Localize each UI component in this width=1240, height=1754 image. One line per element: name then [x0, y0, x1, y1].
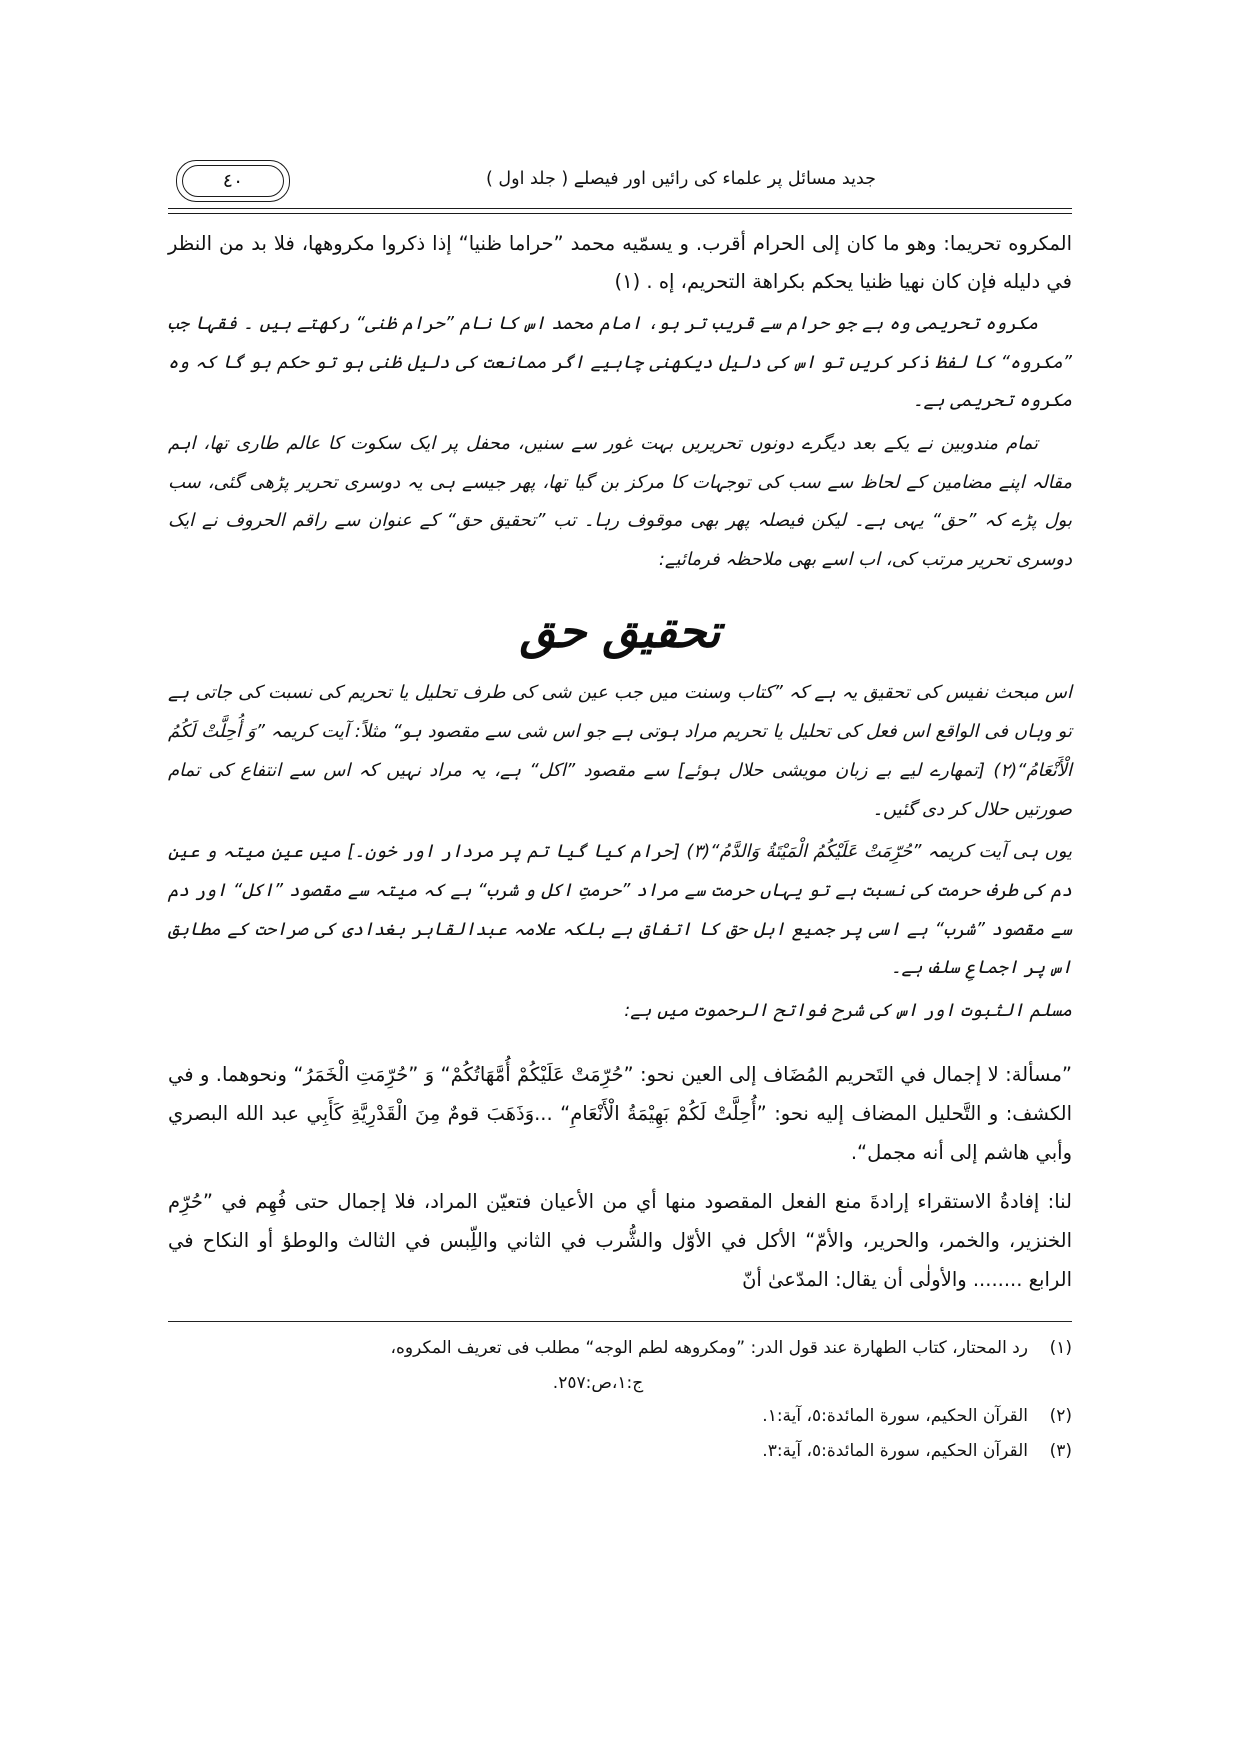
footnote-continuation: ج:١،ص:٢٥٧.: [552, 1373, 644, 1394]
section-heading: تحقیق حق: [519, 603, 721, 658]
footnote-text: القرآن الحكيم، سورة المائدة:٥، آية:١.: [762, 1406, 1028, 1427]
page-body: [168, 225, 1072, 1305]
urdu-paragraph-3: اس مبحث نفیس کی تحقیق یہ ہے کہ ”کتاب وسنت میں جب عین شی کی طرف تحلیل یا تحریم کی نسبت کی جاتی ہے تو وہاں فی الواقع اس فعل کی تحلیل یا تحریم مراد ہوتی ہے جو اس شی سے مقصود ہو“ مثلاً: آیت کریمہ ”وَ أُحِلَّتْ لَكُمُ الْأَنْعَامُ“(٢) [تمھارے لیے بے زبان مویشی حلال ہوئے] سے مقصود ”اکل“ ہے، یہ مراد نہیں کہ اس سے انتفاع کی تمام صورتیں حلال کر دی گئیں۔: [168, 682, 1072, 820]
footnote-item: [168, 1332, 1072, 1365]
footnote-text: رد المحتار، كتاب الطهارة عند قول الدر: ”ومكروهه لطم الوجه“ مطلب فى تعريف المكروه،: [390, 1338, 1028, 1358]
page-number: ٤٠: [222, 170, 244, 192]
arabic-paragraph-top: المكروه تحريما: وهو ما كان إلى الحرام أقرب. و يسمّيه محمد ”حراما ظنيا“ إذا ذكروا مكروهها، فلا بد من النظر في دليله فإن كان نهيا ظنيا يحكم بكراهة التحريم، إه . (١): [168, 232, 1072, 294]
book-title: جدید مسائل پر علماء کی رائیں اور فیصلے ( جلد اول ): [486, 168, 876, 189]
footnote-marker: (١): [1049, 1338, 1072, 1358]
footnote-list: [168, 1332, 1072, 1471]
footnote-text: القرآن الحكيم، سورة المائدة:٥، آية:٣.: [762, 1441, 1028, 1462]
urdu-paragraph-2: تمام مندوبین نے یکے بعد دیگرے دونوں تحریریں بہت غور سے سنیں، محفل پر ایک سکوت کا عالم طاری تھا، اہم مقالہ اپنے مضامین کے لحاظ سے سب کی توجہات کا مرکز بن گیا تھا، پھر جیسے ہی یہ دوسری تحریر پڑھی گئی، سب بول پڑے کہ ”حق“ یہی ہے۔ لیکن فیصلہ پھر بھی موقوف رہا۔ تب ”تحقیق حق“ کے عنوان سے راقم الحروف نے ایک دوسری تحریر مرتب کی، اب اسے بھی ملاحظہ فرمائیے:: [168, 433, 1072, 571]
footnote-item: [168, 1435, 1072, 1468]
footnote-marker: (٢): [1049, 1406, 1072, 1427]
header-divider-top: [168, 208, 1072, 209]
page-header: [168, 158, 1072, 204]
footnote-marker: (٣): [1049, 1441, 1072, 1462]
page-number-badge: [176, 160, 290, 202]
footnote-item: [168, 1400, 1072, 1433]
arabic-quote-1: ”مسألة: لا إجمال في التَحريم المُضَاف إلى العين نحو: ”حُرِّمَتْ عَلَيْكُمْ أُمَّهَاتُكُمْ“ وَ ”حُرِّمَتِ الْخَمَرُ“ ونحوهما. و في الكشف: و التَّحليل المضاف إليه نحو: ”أُحِلَّتْ لَكُمْ بَهِيْمَةُ الْأَنْعَامِ“ ...وَذَهَبَ قومٌ مِنَ الْقَدْرِيَّةِ كَأَبِي عبد الله البصري وأبي هاشم إلى أنه مجمل“.: [168, 1062, 1072, 1164]
arabic-quote-2: لنا: إفادةُ الاستقراء إرادةَ منع الفعل المقصود منها أي من الأعيان فتعيّن المراد، فلا إجمال حتى فُهِم في ”حُرِّم الخنزير، والخمر، والحرير، والأمّ“ الأكل في الأوّل والشُّرب في الثاني واللِّبس في الثالث والوطؤ أو النكاح في الرابع ........ والأولٰى أن يقال: المدّعىٰ أنّ: [168, 1189, 1072, 1291]
urdu-paragraph-4: یوں ہی آیت کریمہ ”حُرِّمَتْ عَلَيْكُمُ الْمَيْتَةُ وَالدَّمُ“(٣) [حرام کیا گیا تم پر مردار اور خون۔] میں عین میتہ و عین دم کی طرف حرمت کی نسبت ہے تو یہاں حرمت سے مراد ”حرمتِ اکل و شرب“ ہے کہ میتہ سے مقصود ”اکل“ اور دم سے مقصود ”شرب“ ہے اسی پر جمیع اہل حق کا اتفاق ہے بلکہ علامہ عبدالقاہر بغدادی کی صراحت کے مطابق اس پر اجماعِ سلف ہے۔: [168, 841, 1072, 979]
urdu-paragraph-5: مسلم الثبوت اور اس کی شرح فواتح الرحموت میں ہے:: [624, 999, 1072, 1021]
urdu-paragraph-1: مکروہ تحریمی وہ ہے جو حرام سے قریب تر ہو، امام محمد اس کا نام ”حرام ظنی“ رکھتے ہیں ۔ فقہا جب ”مکروہ“ کا لفظ ذکر کریں تو اس کی دلیل دیکھنی چاہیے اگر ممانعت کی دلیل ظنی ہو تو حکم ہو گا کہ وہ مکروہ تحریمی ہے۔: [168, 313, 1072, 412]
header-divider-bottom: [168, 213, 1072, 214]
spacer: [168, 1035, 1072, 1045]
footnote-divider: [168, 1321, 1072, 1322]
